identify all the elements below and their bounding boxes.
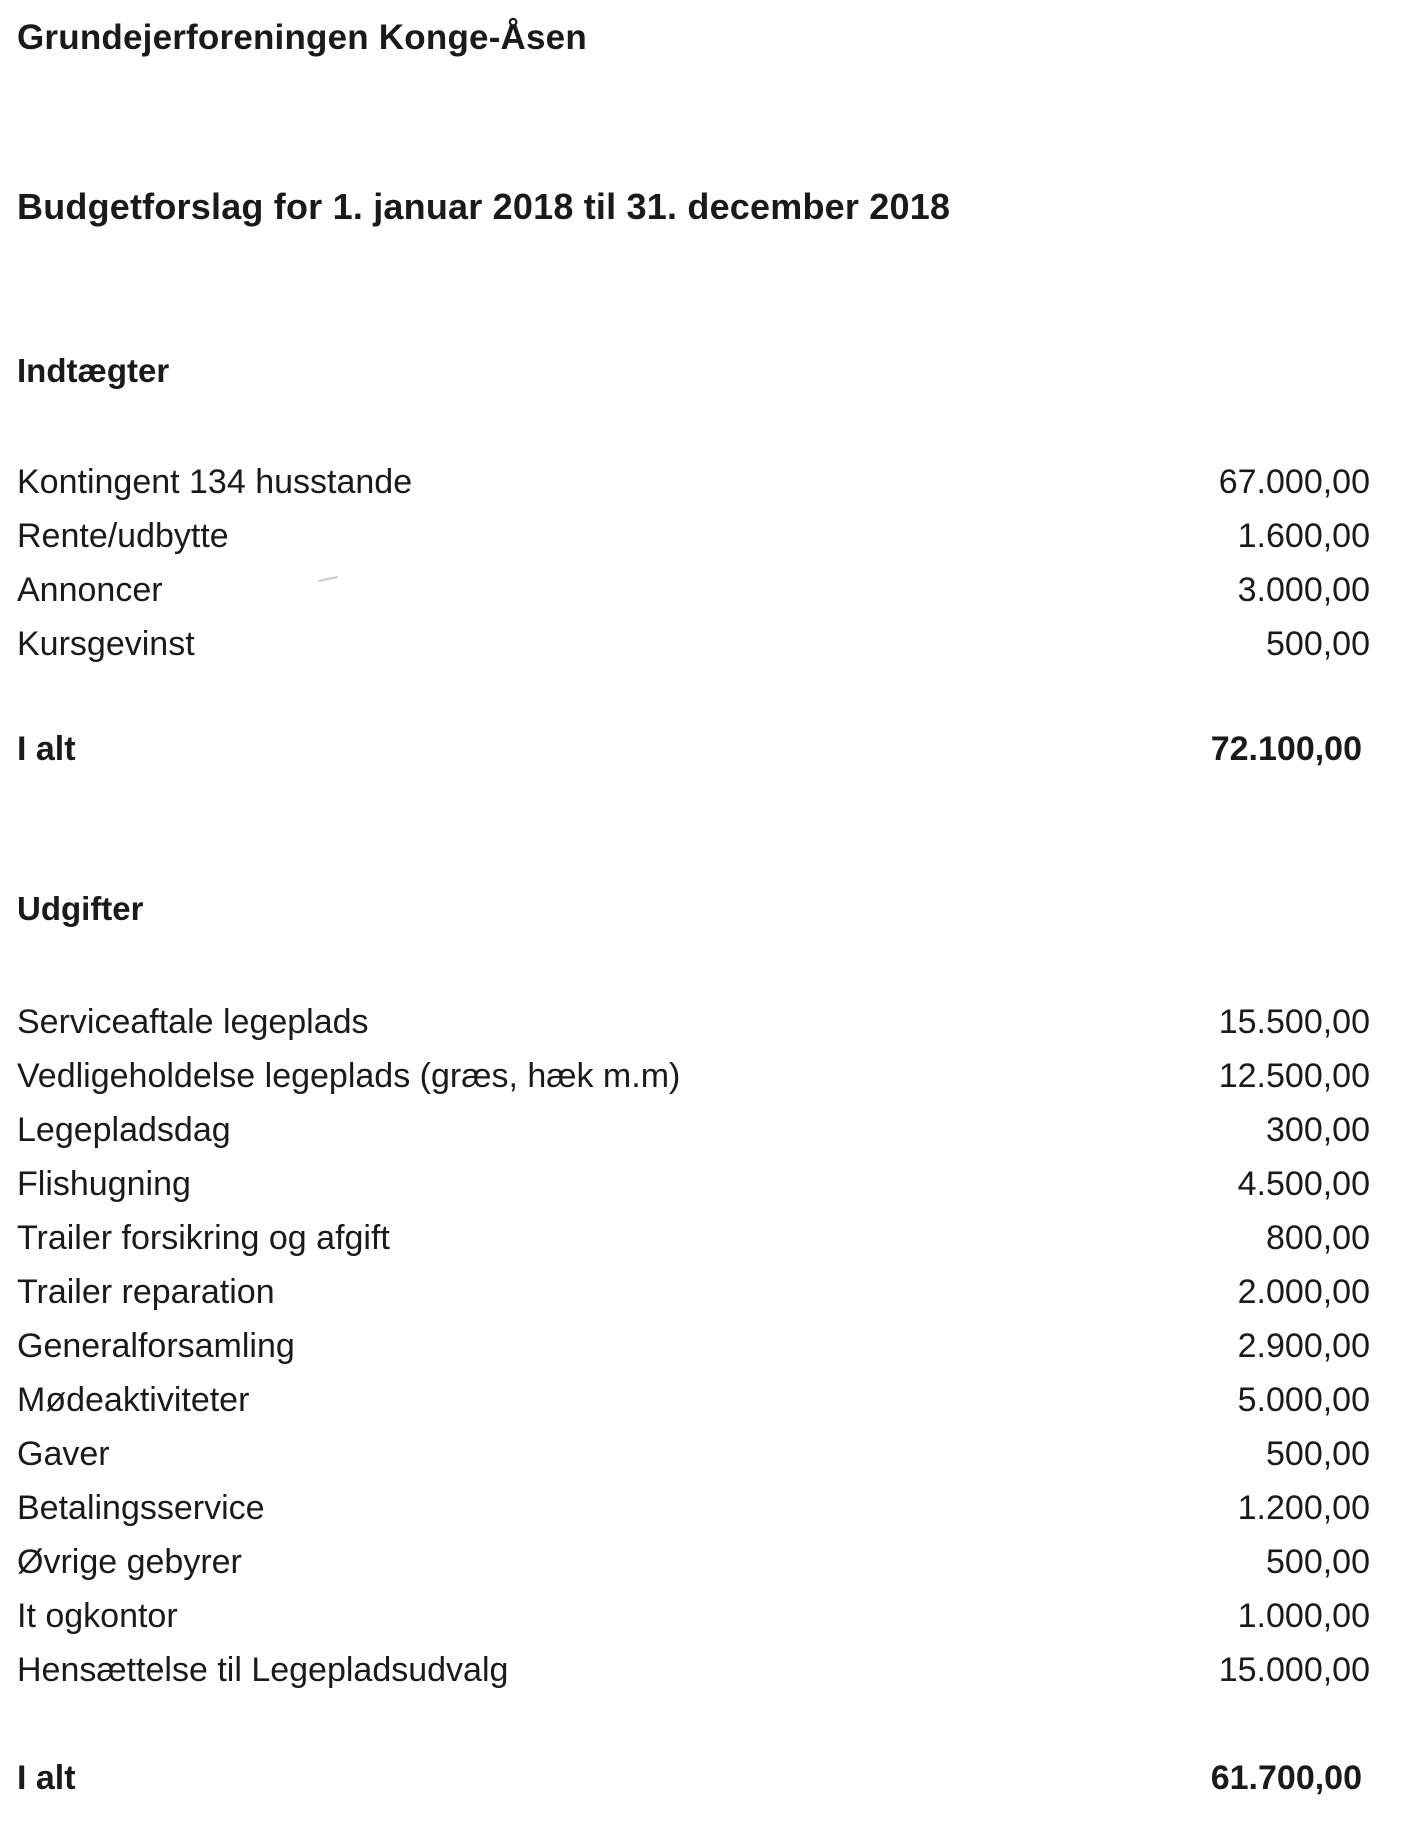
income-amount: 67.000,00 [1218, 463, 1370, 501]
expenses-total-row [17, 1751, 1362, 1805]
expense-row [17, 1265, 1370, 1319]
expense-row [17, 1373, 1370, 1427]
income-row [17, 455, 1370, 509]
income-label: Kursgevinst [17, 625, 195, 663]
expense-label: Mødeaktiviteter [17, 1381, 250, 1419]
expense-row [17, 1535, 1370, 1589]
income-heading: Indtægter [17, 352, 170, 389]
income-list [17, 455, 1370, 671]
expense-row [17, 1157, 1370, 1211]
expenses-total-amount: 61.700,00 [1210, 1759, 1362, 1797]
expense-label: It ogkontor [17, 1597, 178, 1635]
income-row [17, 617, 1370, 671]
expense-label: Vedligeholdelse legeplads (græs, hæk m.m) [17, 1057, 681, 1095]
expense-amount: 15.500,00 [1218, 1003, 1370, 1041]
expense-label: Gaver [17, 1435, 110, 1473]
income-row [17, 509, 1370, 563]
income-label: Annoncer [17, 571, 163, 609]
expense-label: Øvrige gebyrer [17, 1543, 242, 1581]
expense-label: Betalingsservice [17, 1489, 265, 1527]
income-row [17, 563, 1370, 617]
expense-label: Hensættelse til Legepladsudvalg [17, 1651, 509, 1689]
expense-amount: 500,00 [1266, 1543, 1370, 1581]
expense-row [17, 1049, 1370, 1103]
income-label: Rente/udbytte [17, 517, 229, 555]
expense-row [17, 1481, 1370, 1535]
expenses-list [17, 995, 1370, 1697]
expense-row [17, 995, 1370, 1049]
expense-row [17, 1211, 1370, 1265]
income-amount: 1.600,00 [1237, 517, 1370, 555]
expense-amount: 2.900,00 [1237, 1327, 1370, 1365]
expense-amount: 500,00 [1266, 1435, 1370, 1473]
expense-amount: 2.000,00 [1237, 1273, 1370, 1311]
organization-title: Grundejerforeningen Konge-Åsen [17, 18, 587, 57]
expenses-heading: Udgifter [17, 890, 144, 927]
expense-amount: 1.200,00 [1237, 1489, 1370, 1527]
expense-label: Legepladsdag [17, 1111, 231, 1149]
expense-label: Flishugning [17, 1165, 191, 1203]
expense-amount: 800,00 [1266, 1219, 1370, 1257]
expense-amount: 300,00 [1266, 1111, 1370, 1149]
expense-row [17, 1589, 1370, 1643]
expense-label: Trailer forsikring og afgift [17, 1219, 390, 1257]
income-amount: 500,00 [1266, 625, 1370, 663]
expense-amount: 4.500,00 [1237, 1165, 1370, 1203]
expenses-total-label: I alt [17, 1759, 76, 1797]
expense-amount: 1.000,00 [1237, 1597, 1370, 1635]
expense-label: Serviceaftale legeplads [17, 1003, 369, 1041]
expense-row [17, 1319, 1370, 1373]
expense-row [17, 1103, 1370, 1157]
income-amount: 3.000,00 [1237, 571, 1370, 609]
expense-row [17, 1643, 1370, 1697]
budget-title: Budgetforslag for 1. januar 2018 til 31. december 2018 [17, 186, 951, 227]
income-total-amount: 72.100,00 [1210, 730, 1362, 768]
expense-row [17, 1427, 1370, 1481]
expense-label: Trailer reparation [17, 1273, 275, 1311]
income-total-label: I alt [17, 730, 76, 768]
expense-amount: 15.000,00 [1218, 1651, 1370, 1689]
income-total-row [17, 722, 1362, 776]
expense-label: Generalforsamling [17, 1327, 295, 1365]
expense-amount: 12.500,00 [1218, 1057, 1370, 1095]
income-label: Kontingent 134 husstande [17, 463, 413, 501]
expense-amount: 5.000,00 [1237, 1381, 1370, 1419]
